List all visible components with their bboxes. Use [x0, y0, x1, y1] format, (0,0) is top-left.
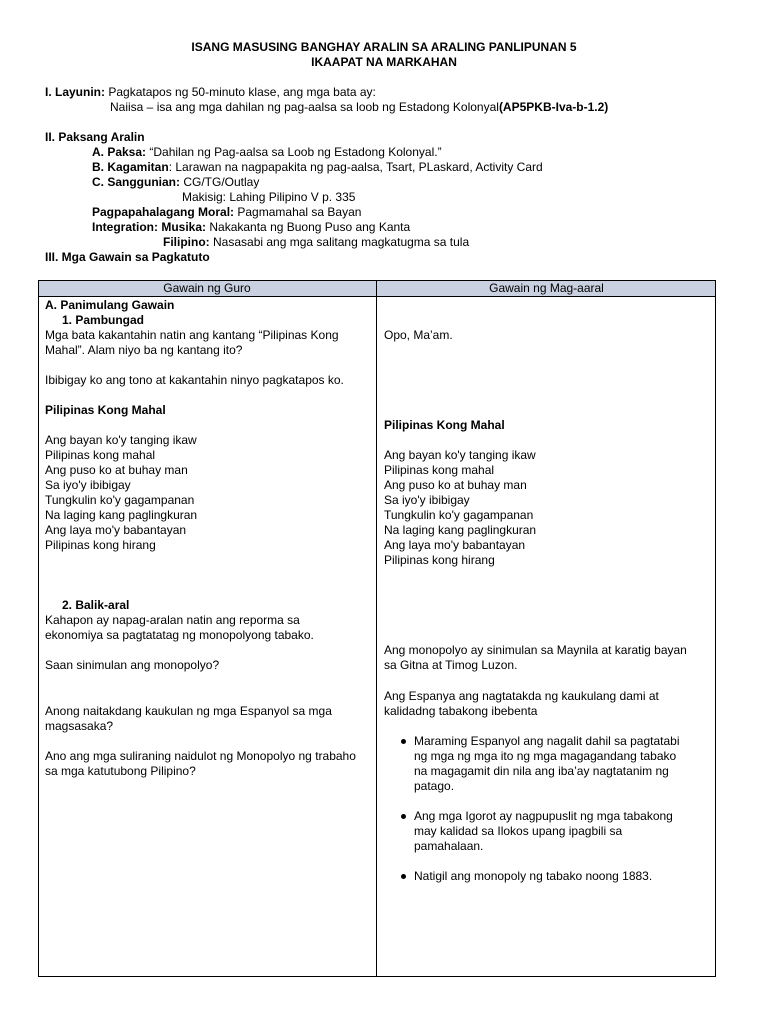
- bullet-line: may kalidad sa Ilokos upang ipagbili sa: [414, 824, 623, 838]
- guro-song-title: Pilipinas Kong Mahal: [45, 403, 166, 417]
- integration-label: Integration: Musika:: [92, 220, 207, 234]
- paksa-label: A. Paksa:: [92, 145, 147, 159]
- page-title: ISANG MASUSING BANGHAY ARALIN SA ARALING PANLIPUNAN 5: [191, 40, 577, 54]
- lyric-line: Na laging kang paglingkuran: [45, 508, 198, 522]
- student-song-lyrics: [384, 448, 536, 568]
- layunin-label: I. Layunin:: [45, 85, 105, 99]
- lyric-line: Pilipinas kong mahal: [45, 448, 156, 462]
- lyric-line: Ang laya mo'y babantayan: [384, 538, 526, 552]
- question-3-line-1: Ano ang mga suliraning naidulot ng Monopolyo ng trabaho: [45, 749, 356, 763]
- bullet-line: na magagamit din nila ang iba’ay nagtatanim ng: [414, 764, 669, 778]
- balik-aral-heading: 2. Balik-aral: [62, 598, 130, 612]
- filipino-label: Filipino:: [163, 235, 210, 249]
- lyric-line: Pilipinas kong hirang: [45, 538, 156, 552]
- list-item: [384, 869, 714, 884]
- bullet-line: ng mga ng mga ito ng mga magagandang tabako: [414, 749, 677, 763]
- lyric-line: Ang puso ko at buhay man: [384, 478, 527, 492]
- filipino-line: [163, 235, 469, 250]
- bullet-line: Maraming Espanyol ang nagalit dahil sa pagtatabi: [414, 734, 680, 748]
- bullet-line: Natigil ang monopoly ng tabako noong 1883.: [414, 869, 653, 883]
- tono-instruction: Ibibigay ko ang tono at kakantahin ninyo pagkatapos ko.: [45, 373, 344, 387]
- lyric-line: Ang bayan ko'y tanging ikaw: [384, 448, 536, 462]
- answer-bullet-list: [384, 734, 714, 899]
- sanggunian-value: CG/TG/Outlay: [183, 175, 260, 189]
- lyric-line: Sa iyo'y ibibigay: [45, 478, 131, 492]
- page-subtitle: IKAAPAT NA MARKAHAN: [311, 55, 457, 69]
- intro-line-2: Mahal”. Alam niyo ba ng kantang ito?: [45, 343, 243, 357]
- student-response-opo: Opo, Ma’am.: [384, 328, 453, 342]
- lyric-line: Tungkulin ko'y gagampanan: [384, 508, 534, 522]
- kagamitan-line: [92, 160, 543, 175]
- sanggunian-book: Makisig: Lahing Pilipino V p. 335: [182, 190, 356, 204]
- student-song-title: Pilipinas Kong Mahal: [384, 418, 505, 432]
- moral-value: Pagmamahal sa Bayan: [237, 205, 362, 219]
- lyric-line: Pilipinas kong hirang: [384, 553, 495, 567]
- bullet-line: patago.: [414, 779, 455, 793]
- question-2-line-1: Anong naitakdang kaukulan ng mga Espanyol sa mga: [45, 704, 332, 718]
- lyric-line: Tungkulin ko'y gagampanan: [45, 493, 195, 507]
- integration-line: [92, 220, 410, 235]
- integration-value: Nakakanta ng Buong Puso ang Kanta: [209, 220, 411, 234]
- kagamitan-value: : Larawan na nagpapakita ng pag-aalsa, Tsart, PLaskard, Activity Card: [168, 160, 543, 174]
- answer-1-line-2: sa Gitna at Timog Luzon.: [384, 658, 518, 672]
- balik-aral-line-2: ekonomiya sa pagtatatag ng monopolyong tabako.: [45, 628, 314, 642]
- pambungad-heading: 1. Pambungad: [62, 313, 145, 327]
- intro-line-1: Mga bata kakantahin natin ang kantang “Pilipinas Kong: [45, 328, 339, 342]
- lyric-line: Ang puso ko at buhay man: [45, 463, 188, 477]
- guro-song-lyrics: [45, 433, 197, 553]
- paksang-aralin-heading: II. Paksang Aralin: [45, 130, 145, 144]
- list-item: [384, 809, 714, 854]
- answer-2-line-2: kalidadng tabakong ibebenta: [384, 704, 538, 718]
- paksa-value: “Dahilan ng Pag-aalsa sa Loob ng Estadong Kolonyal.”: [149, 145, 442, 159]
- layunin-objective: [110, 100, 608, 115]
- layunin-line: [45, 85, 376, 100]
- moral-line: [92, 205, 361, 220]
- column-header-guro: Gawain ng Guro: [163, 281, 251, 295]
- balik-aral-line-1: Kahapon ay napag-aralan natin ang reporma sa: [45, 613, 300, 627]
- column-header-magaaral: Gawain ng Mag-aaral: [489, 281, 604, 295]
- filipino-value: Nasasabi ang mga salitang magkatugma sa tula: [213, 235, 470, 249]
- bullet-line: pamahalaan.: [414, 839, 484, 853]
- lyric-line: Ang bayan ko'y tanging ikaw: [45, 433, 197, 447]
- lyric-line: Na laging kang paglingkuran: [384, 523, 537, 537]
- bullet-line: Ang mga Igorot ay nagpupuslit ng mga tabakong: [414, 809, 673, 823]
- answer-1-line-1: Ang monopolyo ay sinimulan sa Maynila at karatig bayan: [384, 643, 687, 657]
- question-2-line-2: magsasaka?: [45, 719, 114, 733]
- lyric-line: Sa iyo'y ibibigay: [384, 493, 470, 507]
- answer-2-line-1: Ang Espanya ang nagtatakda ng kaukulang dami at: [384, 689, 659, 703]
- question-1: Saan sinimulan ang monopolyo?: [45, 658, 220, 672]
- lyric-line: Ang laya mo'y babantayan: [45, 523, 187, 537]
- kagamitan-label: B. Kagamitan: [92, 160, 169, 174]
- moral-label: Pagpapahalagang Moral:: [92, 205, 235, 219]
- sanggunian-line: [92, 175, 259, 190]
- layunin-sub: Naiisa – isa ang mga dahilan ng pag-aalsa sa loob ng Estadong Kolonyal: [110, 100, 499, 114]
- lyric-line: Pilipinas kong mahal: [384, 463, 495, 477]
- layunin-code: (AP5PKB-Iva-b-1.2): [498, 100, 609, 114]
- column-divider: [376, 280, 377, 977]
- paksa-line: [92, 145, 442, 160]
- list-item: [384, 734, 714, 794]
- layunin-text: Pagkatapos ng 50-minuto klase, ang mga bata ay:: [108, 85, 376, 99]
- gawain-heading: III. Mga Gawain sa Pagkatuto: [45, 250, 210, 264]
- sanggunian-label: C. Sanggunian:: [92, 175, 180, 189]
- question-3-line-2: sa mga katutubong Pilipino?: [45, 764, 196, 778]
- panimulang-gawain-heading: A. Panimulang Gawain: [45, 298, 175, 312]
